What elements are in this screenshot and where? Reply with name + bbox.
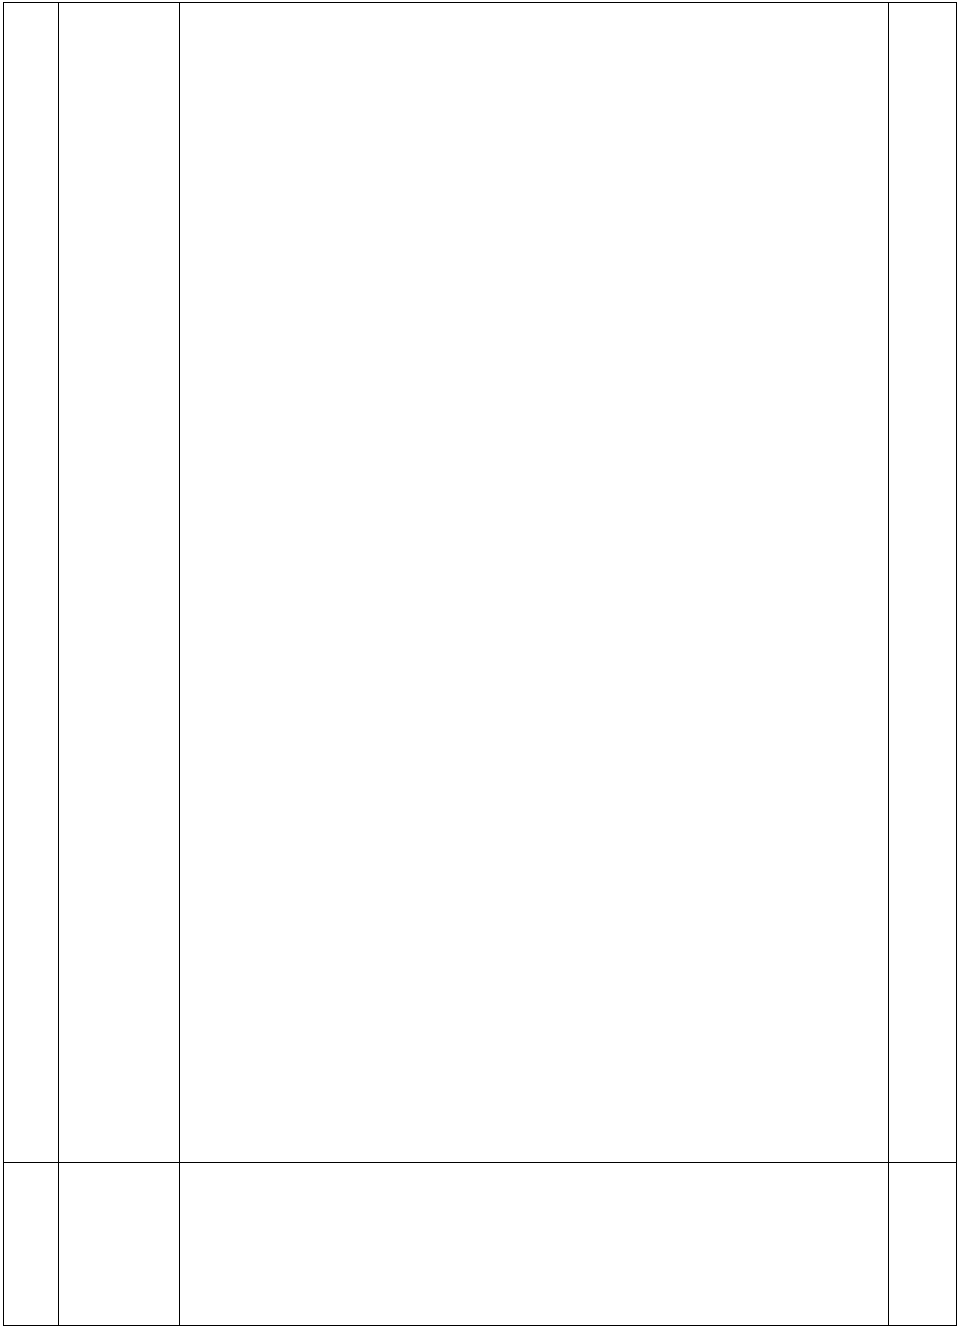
table-divider-spec: [888, 2, 889, 1326]
table-divider-number: [58, 2, 59, 1326]
table-border-top: [3, 2, 957, 3]
table-divider-name: [179, 2, 180, 1326]
table-row-divider: [3, 1162, 957, 1163]
table-border-left: [3, 2, 4, 1326]
table-border-bottom: [3, 1325, 957, 1326]
table-border-right: [956, 2, 957, 1326]
